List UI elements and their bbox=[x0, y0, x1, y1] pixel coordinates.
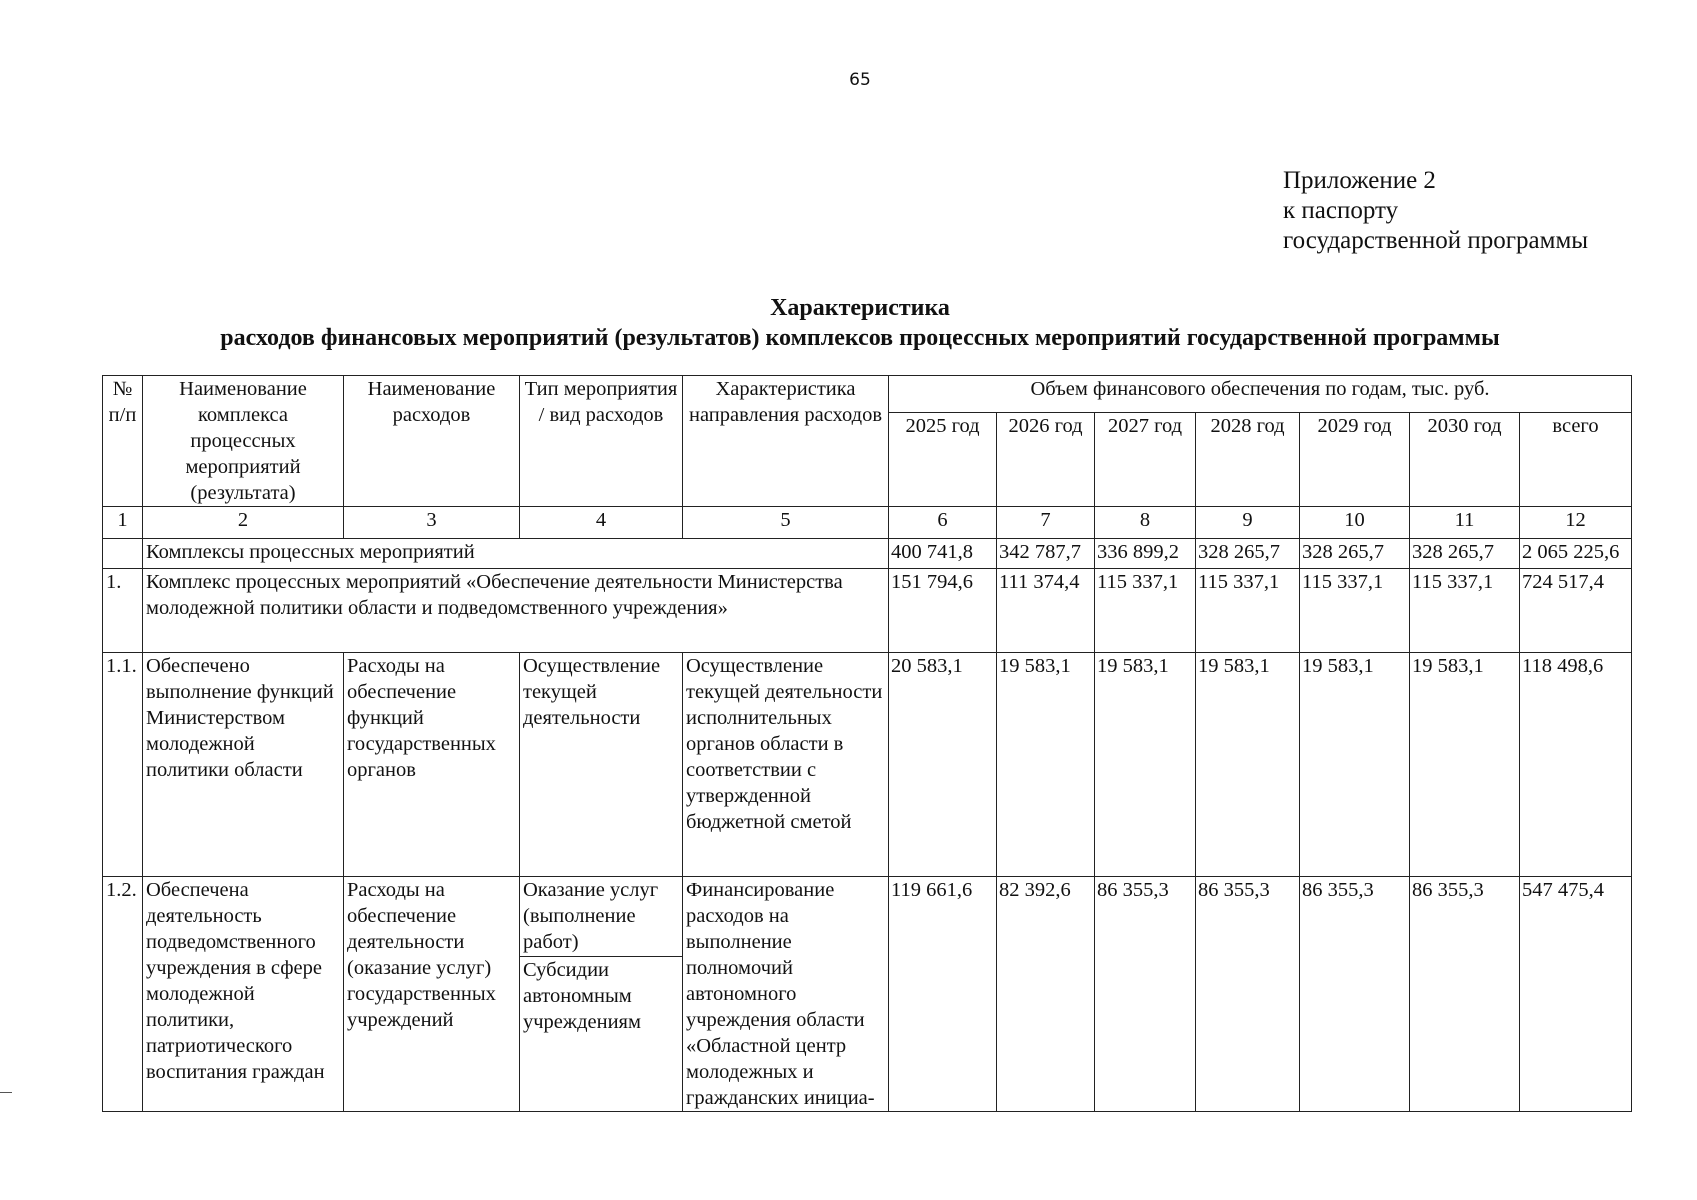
row-no: 1.2. bbox=[103, 877, 143, 1112]
header-funding: Объем финансового обеспечения по годам, тыс. руб. bbox=[889, 376, 1632, 413]
expenses-table bbox=[102, 375, 1632, 1112]
table-row bbox=[103, 539, 1632, 569]
expense-type-event: Оказание услуг (выполнение работ) bbox=[520, 877, 682, 957]
result-name: Обеспечено выполнение функций Министерством молодежной политики области bbox=[143, 653, 344, 877]
value-cell: 328 265,7 bbox=[1196, 539, 1300, 569]
expense-characteristic: Осуществление текущей деятельности исполнительных органов области в соответствии с утвержденной бюджетной сметой bbox=[683, 653, 889, 877]
table-row bbox=[103, 653, 1632, 877]
expense-type-kind: Субсидии автономным учреждениям bbox=[523, 959, 641, 1033]
row-no bbox=[103, 539, 143, 569]
total-row-label: Комплексы процессных мероприятий bbox=[143, 539, 889, 569]
appendix-note bbox=[1283, 166, 1588, 256]
expense-type bbox=[520, 877, 683, 1112]
value-cell: 86 355,3 bbox=[1196, 877, 1300, 1112]
complex-label: Комплекс процессных мероприятий «Обеспечение деятельности Министерства молодежной политики области и подведомственного учреждения» bbox=[143, 569, 889, 653]
value-cell: 336 899,2 bbox=[1095, 539, 1196, 569]
row-no: 1.1. bbox=[103, 653, 143, 877]
value-cell: 151 794,6 bbox=[889, 569, 997, 653]
value-cell: 342 787,7 bbox=[997, 539, 1095, 569]
header-expense-name: Наименование расходов bbox=[344, 376, 520, 507]
header-year: 2027 год bbox=[1095, 412, 1196, 506]
column-number: 5 bbox=[683, 507, 889, 539]
header-type: Тип мероприятия / вид расходов bbox=[520, 376, 683, 507]
page-number: 65 bbox=[849, 70, 871, 90]
value-cell: 19 583,1 bbox=[1300, 653, 1410, 877]
value-cell: 328 265,7 bbox=[1410, 539, 1520, 569]
value-cell: 115 337,1 bbox=[1196, 569, 1300, 653]
appendix-line: к паспорту bbox=[1283, 197, 1399, 224]
column-number: 11 bbox=[1410, 507, 1520, 539]
document-title bbox=[0, 293, 1697, 353]
column-number: 3 bbox=[344, 507, 520, 539]
title-line-2: расходов финансовых мероприятий (результатов) комплексов процессных мероприятий государственной программы bbox=[220, 325, 1500, 351]
table-row bbox=[103, 877, 1632, 1112]
header-complex-name: Наименование комплекса процессных мероприятий (результата) bbox=[143, 376, 344, 507]
value-cell: 86 355,3 bbox=[1300, 877, 1410, 1112]
table-row bbox=[103, 569, 1632, 653]
appendix-line: Приложение 2 bbox=[1283, 167, 1436, 194]
expense-name: Расходы на обеспечение функций государственных органов bbox=[344, 653, 520, 877]
column-number: 6 bbox=[889, 507, 997, 539]
value-cell: 118 498,6 bbox=[1520, 653, 1632, 877]
value-cell: 111 374,4 bbox=[997, 569, 1095, 653]
value-cell: 115 337,1 bbox=[1300, 569, 1410, 653]
row-no: 1. bbox=[103, 569, 143, 653]
value-cell: 20 583,1 bbox=[889, 653, 997, 877]
column-number: 10 bbox=[1300, 507, 1410, 539]
column-number: 2 bbox=[143, 507, 344, 539]
scan-edge-mark bbox=[0, 1092, 12, 1093]
value-cell: 115 337,1 bbox=[1410, 569, 1520, 653]
column-number: 1 bbox=[103, 507, 143, 539]
value-cell: 547 475,4 bbox=[1520, 877, 1632, 1112]
column-number: 7 bbox=[997, 507, 1095, 539]
header-year: 2029 год bbox=[1300, 412, 1410, 506]
header-no: № п/п bbox=[103, 376, 143, 507]
value-cell: 19 583,1 bbox=[1196, 653, 1300, 877]
header-year: 2028 год bbox=[1196, 412, 1300, 506]
value-cell: 86 355,3 bbox=[1095, 877, 1196, 1112]
value-cell: 2 065 225,6 bbox=[1520, 539, 1632, 569]
value-cell: 86 355,3 bbox=[1410, 877, 1520, 1112]
value-cell: 400 741,8 bbox=[889, 539, 997, 569]
result-name: Обеспечена деятельность подведомственного учреждения в сфере молодежной политики, патриотического воспитания граждан bbox=[143, 877, 344, 1112]
value-cell: 82 392,6 bbox=[997, 877, 1095, 1112]
expense-type: Осуществление текущей деятельности bbox=[520, 653, 683, 877]
value-cell: 724 517,4 bbox=[1520, 569, 1632, 653]
expense-name: Расходы на обеспечение деятельности (оказание услуг) государственных учреждений bbox=[344, 877, 520, 1112]
value-cell: 19 583,1 bbox=[1410, 653, 1520, 877]
column-number: 12 bbox=[1520, 507, 1632, 539]
value-cell: 19 583,1 bbox=[997, 653, 1095, 877]
expense-characteristic: Финансирование расходов на выполнение полномочий автономного учреждения области «Областной центр молодежных и гражданских инициа- bbox=[683, 877, 889, 1112]
column-number: 4 bbox=[520, 507, 683, 539]
header-characteristic: Характеристика направления расходов bbox=[683, 376, 889, 507]
value-cell: 328 265,7 bbox=[1300, 539, 1410, 569]
header-year: 2025 год bbox=[889, 412, 997, 506]
value-cell: 115 337,1 bbox=[1095, 569, 1196, 653]
value-cell: 119 661,6 bbox=[889, 877, 997, 1112]
title-line-1: Характеристика bbox=[770, 295, 950, 321]
column-number: 9 bbox=[1196, 507, 1300, 539]
column-number: 8 bbox=[1095, 507, 1196, 539]
appendix-line: государственной программы bbox=[1283, 227, 1589, 254]
header-year: 2026 год bbox=[997, 412, 1095, 506]
header-total: всего bbox=[1520, 412, 1632, 506]
value-cell: 19 583,1 bbox=[1095, 653, 1196, 877]
header-year: 2030 год bbox=[1410, 412, 1520, 506]
